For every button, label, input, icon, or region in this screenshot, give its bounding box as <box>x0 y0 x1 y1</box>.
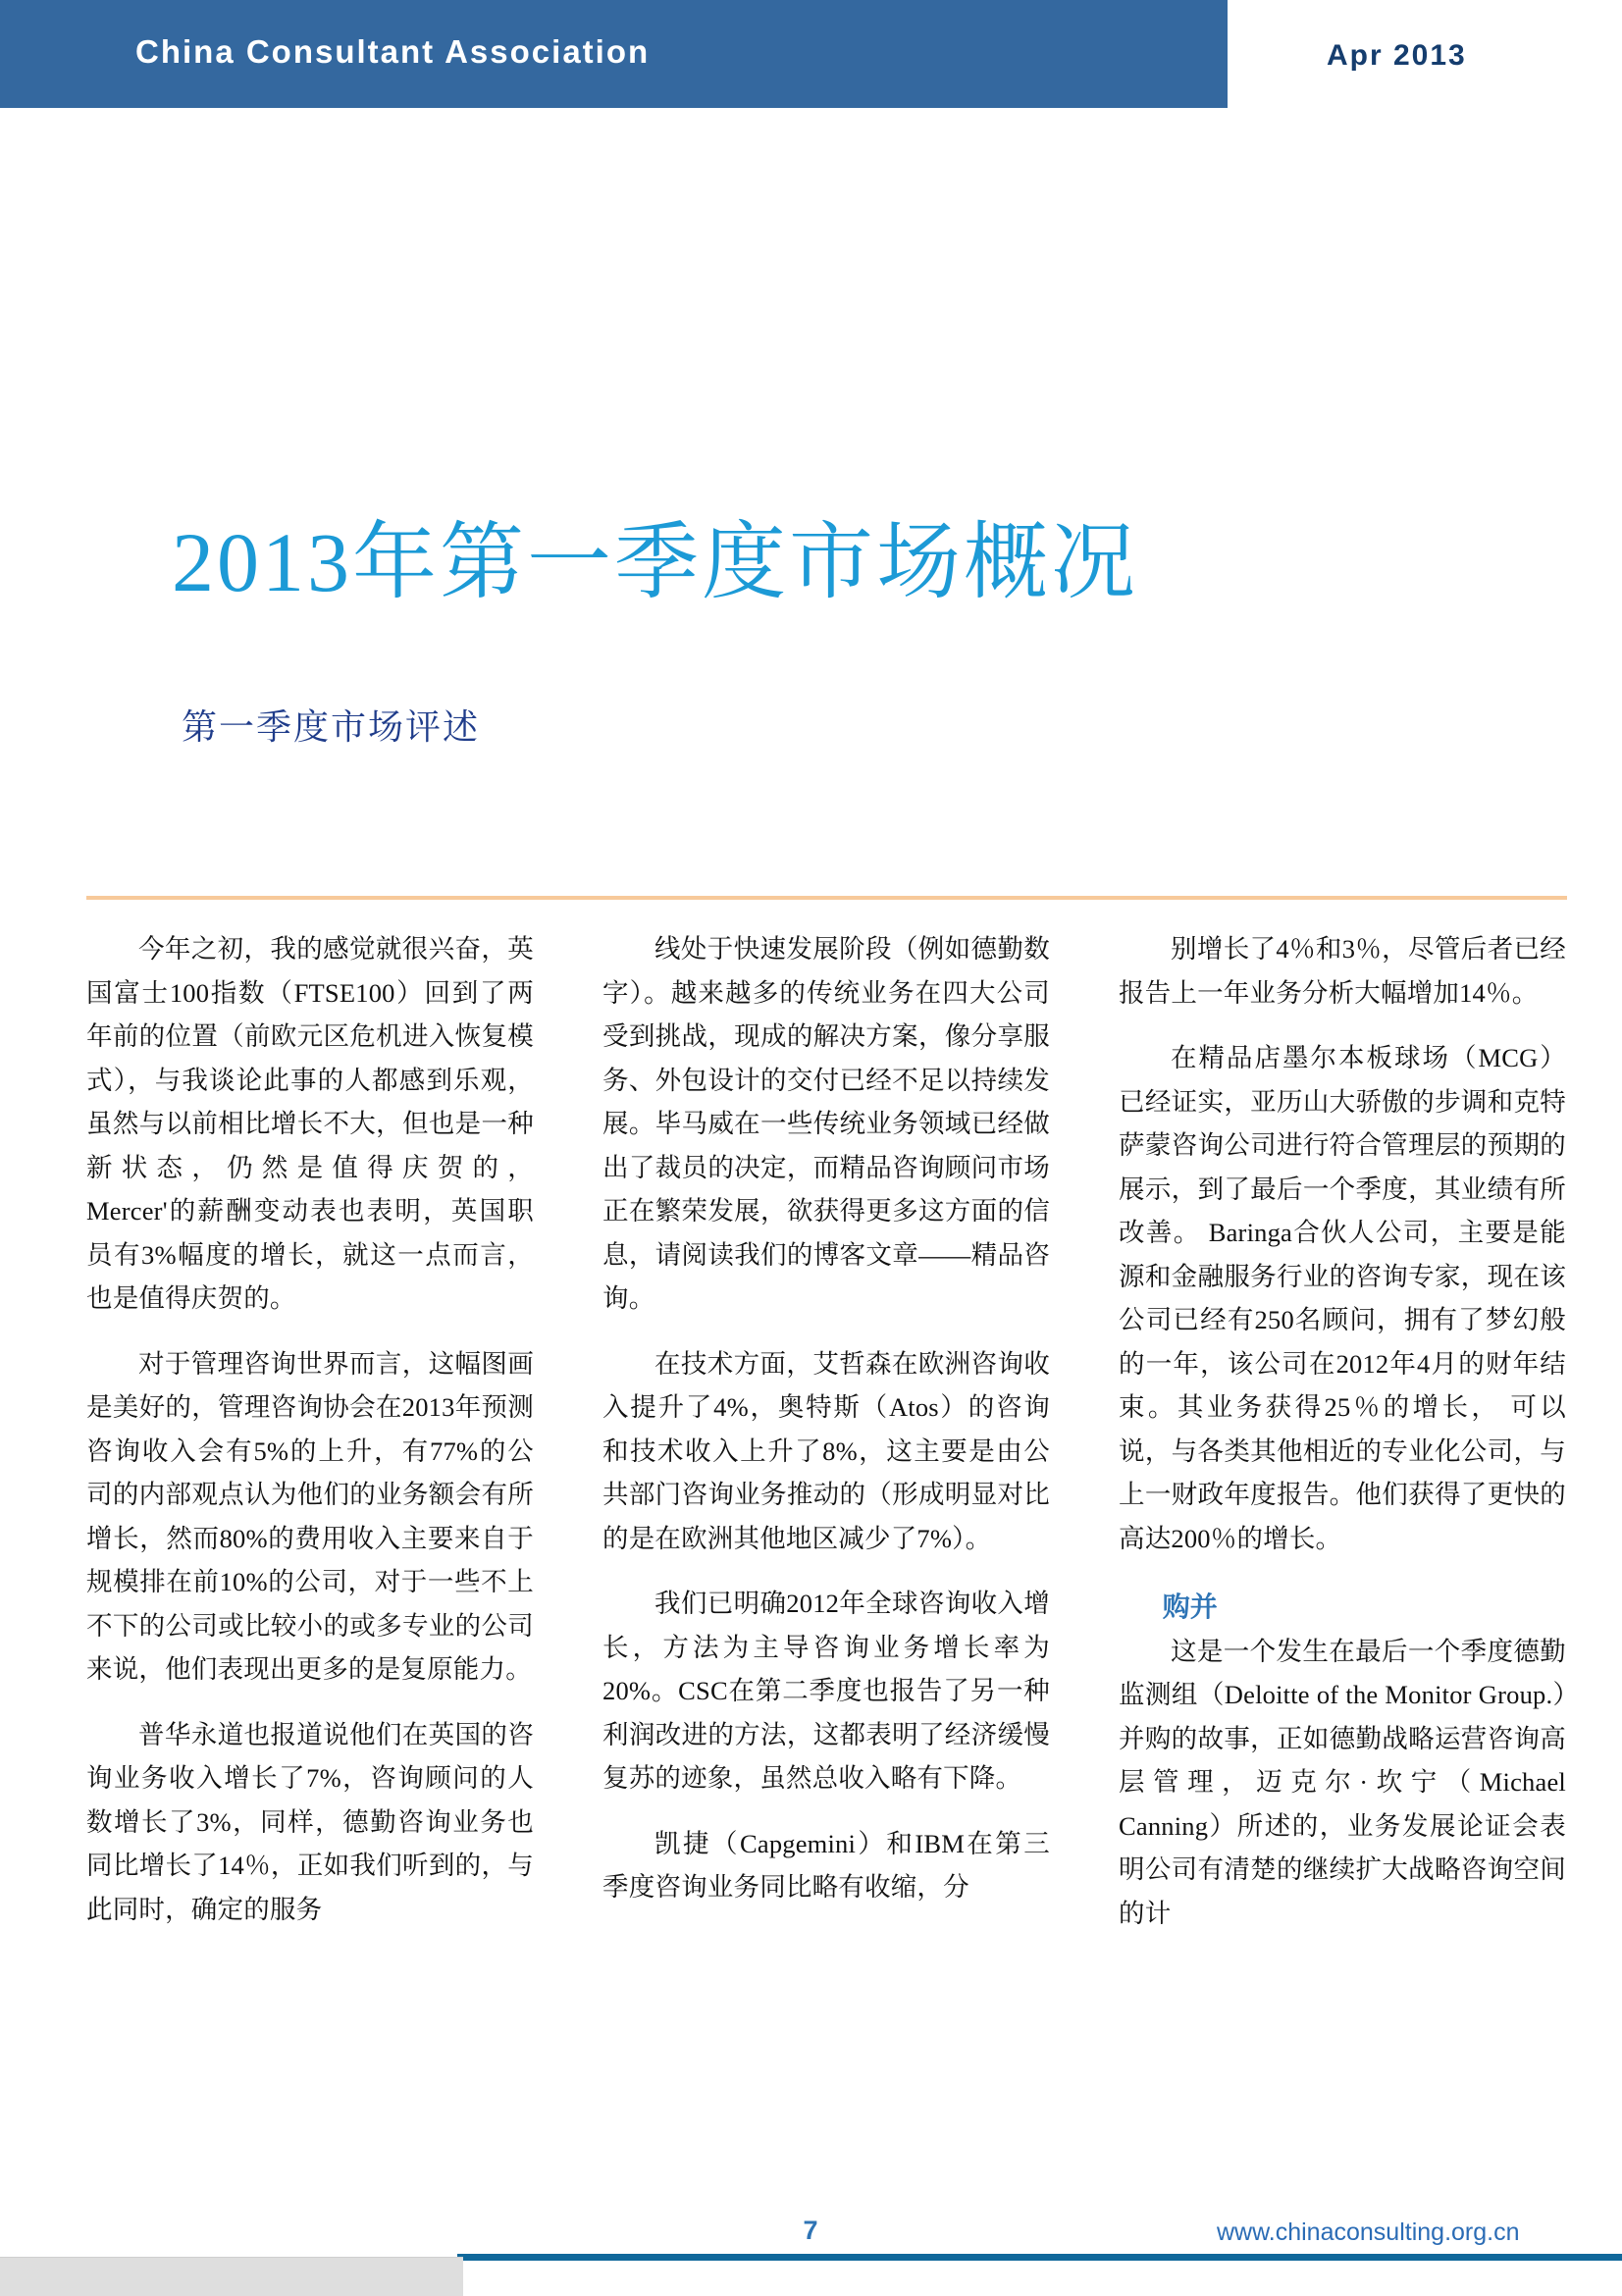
paragraph: 凯捷（Capgemini）和IBM在第三季度咨询业务同比略有收缩，分 <box>602 1828 1050 1902</box>
orange-divider <box>86 896 1567 900</box>
section-subheading-mergers: 购并 <box>1162 1592 1218 1622</box>
paragraph: 这是一个发生在最后一个季度德勤监测组（Deloitte of the Monitor Group.）并购的故事，正如德勤战略运营咨询高层管理，迈克尔·坎宁（Michael Canning）所述的，业务发展论证会表明公司有清楚的继续扩大战略咨询空间的计 <box>1119 1636 1566 1928</box>
issue-date: Apr 2013 <box>1327 39 1467 72</box>
article-body <box>86 927 1568 1957</box>
paragraph: 在技术方面，艾哲森在欧洲咨询收入提升了4%，奥特斯（Atos）的咨询和技术收入上升了8%，这主要是由公共部门咨询业务推动的（形成明显对比的是在欧洲其他地区减少了7%）。 <box>602 1348 1050 1553</box>
website-link[interactable]: www.chinaconsulting.org.cn <box>1217 2218 1520 2246</box>
page-header <box>0 0 1622 108</box>
paragraph: 在精品店墨尔本板球场（MCG）已经证实，亚历山大骄傲的步调和克特萨蒙咨询公司进行符合管理层的预期的展示，到了最后一个季度，其业绩有所改善。 Baringa合伙人公司，主要是能源和金融服务行业的咨询专家，现在该公司已经有250名顾问，拥有了梦幻般的一年，该公司在2012年4月的财年结束。其业务获得25％的增长， 可以说，与各类其他相近的专业化公司，与上一财政年度报告。他们获得了更快的高达200％的增长。 <box>1119 1043 1566 1553</box>
footer-blue-rule <box>459 2254 1622 2261</box>
paragraph: 对于管理咨询世界而言，这幅图画是美好的，管理咨询协会在2013年预测咨询收入会有5%的上升，有77%的公司的内部观点认为他们的业务额会有所增长，然而80%的费用收入主要来自于规模排在前10%的公司，对于一些不上不下的公司或比较小的或多专业的公司来说，他们表现出更多的是复原能力。 <box>86 1348 534 1684</box>
paragraph: 线处于快速发展阶段（例如德勤数字）。越来越多的传统业务在四大公司受到挑战，现成的解决方案，像分享服务、外包设计的交付已经不足以持续发展。毕马威在一些传统业务领域已经做出了裁员的决定，而精品咨询顾问市场正在繁荣发展，欲获得更多这方面的信息，请阅读我们的博客文章——精品咨询。 <box>602 934 1050 1313</box>
page-number: 7 <box>803 2216 818 2245</box>
footer-gray-tab <box>0 2257 463 2296</box>
paragraph: 普华永道也报道说他们在英国的咨询业务收入增长了7%，咨询顾问的人数增长了3%，同样，德勤咨询业务也同比增长了14％，正如我们听到的，与此同时，确定的服务 <box>86 1719 534 1924</box>
page-subtitle: 第一季度市场评述 <box>182 707 481 747</box>
article-column-3 <box>1119 927 1566 1957</box>
article-column-2 <box>602 927 1050 1957</box>
paragraph: 别增长了4％和3％，尽管后者已经报告上一年业务分析大幅增加14％。 <box>1119 934 1566 1008</box>
page-title: 2013年第一季度市场概况 <box>172 515 1138 609</box>
article-column-1 <box>86 927 534 1957</box>
paragraph: 今年之初，我的感觉就很兴奋，英国富士100指数（FTSE100）回到了两年前的位置（前欧元区危机进入恢复模式），与我谈论此事的人都感到乐观，虽然与以前相比增长不大，但也是一种新状态，仍然是值得庆贺的，Mercer'的薪酬变动表也表明，英国职员有3%幅度的增长，就这一点而言，也是值得庆贺的。 <box>86 934 534 1313</box>
paragraph: 我们已明确2012年全球咨询收入增长，方法为主导咨询业务增长率为20%。CSC在第二季度也报告了另一种利润改进的方法，这都表明了经济缓慢复苏的迹象，虽然总收入略有下降。 <box>602 1589 1050 1793</box>
organization-name: China Consultant Association <box>135 33 651 70</box>
